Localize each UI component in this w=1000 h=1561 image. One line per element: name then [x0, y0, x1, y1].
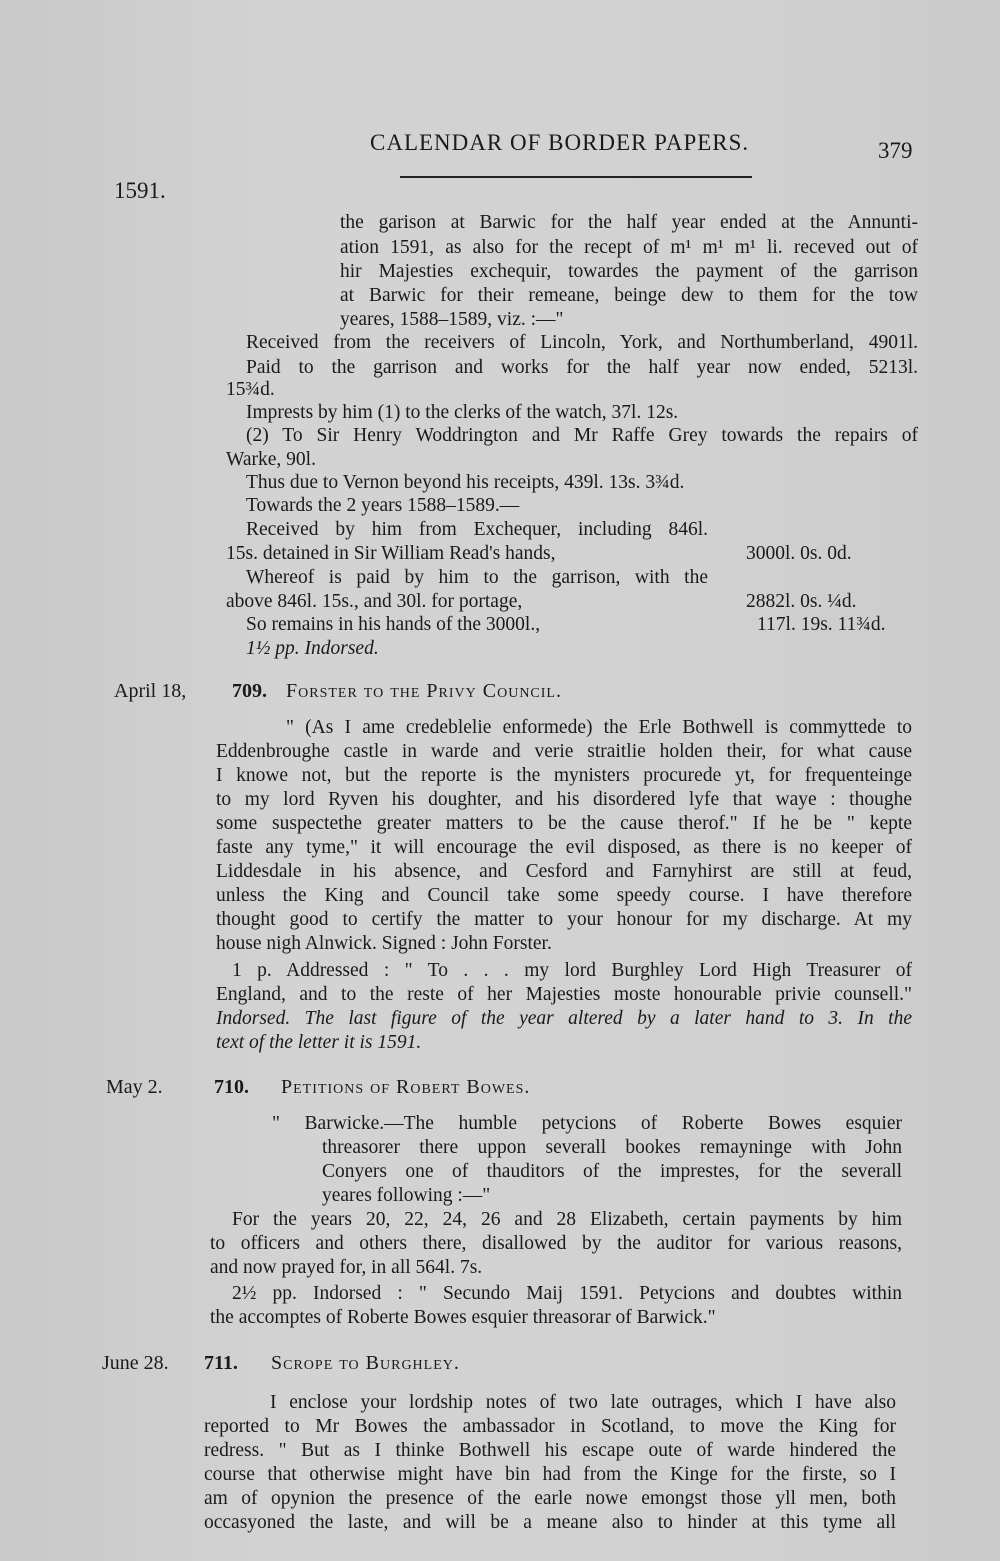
text-line: 2½ pp. Indorsed : " Secundo Maij 1591. Petycions and doubtes within	[232, 1283, 902, 1304]
text-line: faste any tyme," it will encourage the evil disposed, as there is no keeper of	[216, 837, 912, 858]
entry-title: Petitions of Robert Bowes.	[281, 1076, 531, 1098]
text-line: house nigh Alnwick. Signed : John Forster.	[216, 933, 552, 954]
text-line: For the years 20, 22, 24, 26 and 28 Elizabeth, certain payments by him	[232, 1209, 902, 1230]
text-line: Thus due to Vernon beyond his receipts, 439l. 13s. 3¾d.	[246, 472, 685, 493]
text-line: to officers and others there, disallowed by the auditor for various reasons,	[210, 1233, 902, 1254]
text-line: occasyoned the laste, and will be a meane also to hinder at this tyme all	[204, 1512, 896, 1533]
text-line: Conyers one of thauditors of the imprestes, for the severall	[322, 1161, 902, 1182]
amount-value: 3000l. 0s. 0d.	[746, 543, 852, 564]
text-line: Indorsed. The last figure of the year altered by a later hand to 3. In the	[216, 1008, 912, 1029]
text-line: I knowe not, but the reporte is the mynisters procurede yt, for frequenteinge	[216, 765, 912, 786]
text-line: Received by him from Exchequer, including 846l.	[246, 519, 708, 540]
text-line: I enclose your lordship notes of two late outrages, which I have also	[270, 1392, 896, 1413]
text-line: " (As I ame credeblelie enformede) the Erle Bothwell is commyttede to	[286, 717, 912, 738]
text-line: So remains in his hands of the 3000l.,	[246, 614, 541, 635]
running-header: CALENDAR OF BORDER PAPERS.	[370, 130, 750, 155]
text-line: and now prayed for, in all 564l. 7s.	[210, 1257, 483, 1278]
entry-date: April 18,	[114, 680, 187, 702]
text-line: Imprests by him (1) to the clerks of the watch, 37l. 12s.	[246, 402, 679, 423]
text-line: Eddenbroughe castle in warde and verie straitlie holden their, for what cause	[216, 741, 912, 762]
text-line: am of opynion the presence of the earle nowe emongst those yll men, both	[204, 1488, 896, 1509]
entry-number: 711.	[204, 1352, 238, 1374]
text-line: threasorer there uppon severall bookes remayninge with John	[322, 1137, 902, 1158]
text-line: ation 1591, as also for the recept of m¹ m¹ m¹ li. receved out of	[340, 237, 918, 258]
text-line: hir Majesties exchequir, towardes the payment of the garrison	[340, 261, 918, 282]
text-line: yeares following :—"	[322, 1185, 491, 1206]
entry-number: 710.	[214, 1076, 249, 1098]
entry-date: May 2.	[106, 1076, 163, 1098]
page-number: 379	[878, 138, 913, 163]
entry-date: June 28.	[102, 1352, 169, 1374]
text-line: (2) To Sir Henry Woddrington and Mr Raffe Grey towards the repairs of	[246, 425, 918, 446]
text-line: 15¾d.	[226, 379, 275, 400]
text-line: the accomptes of Roberte Bowes esquier threasorar of Barwick."	[210, 1307, 716, 1328]
text-line: yeares, 1588–1589, viz. :—"	[340, 309, 564, 330]
entry-title: Forster to the Privy Council.	[286, 680, 562, 702]
amount-value: 117l. 19s. 11¾d.	[757, 614, 886, 635]
text-line: course that otherwise might have bin had from the Kinge for the firste, so I	[204, 1464, 896, 1485]
amount-value: 2882l. 0s. ¼d.	[746, 591, 857, 612]
text-line: 1 p. Addressed : " To . . . my lord Burghley Lord High Treasurer of	[232, 960, 912, 981]
text-line: to my lord Ryven his doughter, and his disordered lyfe that waye : thoughe	[216, 789, 912, 810]
text-line: reported to Mr Bowes the ambassador in Scotland, to move the King for	[204, 1416, 896, 1437]
text-line: the garison at Barwic for the half year ended at the Annunti-	[340, 212, 918, 233]
text-line: Whereof is paid by him to the garrison, with the	[246, 567, 708, 588]
text-line: Liddesdale in his absence, and Cesford and Farnyhirst are still at feud,	[216, 861, 912, 882]
text-line: " Barwicke.—The humble petycions of Roberte Bowes esquier	[272, 1113, 902, 1134]
text-line: 1½ pp. Indorsed.	[246, 638, 379, 659]
entry-number: 709.	[232, 680, 267, 702]
text-line: thought good to certify the matter to your honour for my discharge. At my	[216, 909, 912, 930]
text-line: some suspectethe greater matters to be the cause therof." If he be " kepte	[216, 813, 912, 834]
text-line: Warke, 90l.	[226, 449, 316, 470]
text-line: text of the letter it is 1591.	[216, 1032, 422, 1053]
entry-title: Scrope to Burghley.	[271, 1352, 460, 1374]
text-line: at Barwic for their remeane, beinge dew to them for the tow	[340, 285, 918, 306]
text-line: 15s. detained in Sir William Read's hands,	[226, 543, 556, 564]
text-line: Paid to the garrison and works for the half year now ended, 5213l.	[246, 357, 918, 378]
header-rule	[400, 176, 752, 178]
text-line: Received from the receivers of Lincoln, York, and Northumberland, 4901l.	[246, 332, 918, 353]
text-line: unless the King and Council take some speedy course. I have therefore	[216, 885, 912, 906]
text-line: England, and to the reste of her Majesties moste honourable privie counsell."	[216, 984, 912, 1005]
text-line: redress. " But as I thinke Bothwell his escape oute of warde hindered the	[204, 1440, 896, 1461]
text-line: above 846l. 15s., and 30l. for portage,	[226, 591, 523, 612]
year-marginal: 1591.	[114, 178, 166, 203]
text-line: Towards the 2 years 1588–1589.—	[246, 495, 520, 516]
